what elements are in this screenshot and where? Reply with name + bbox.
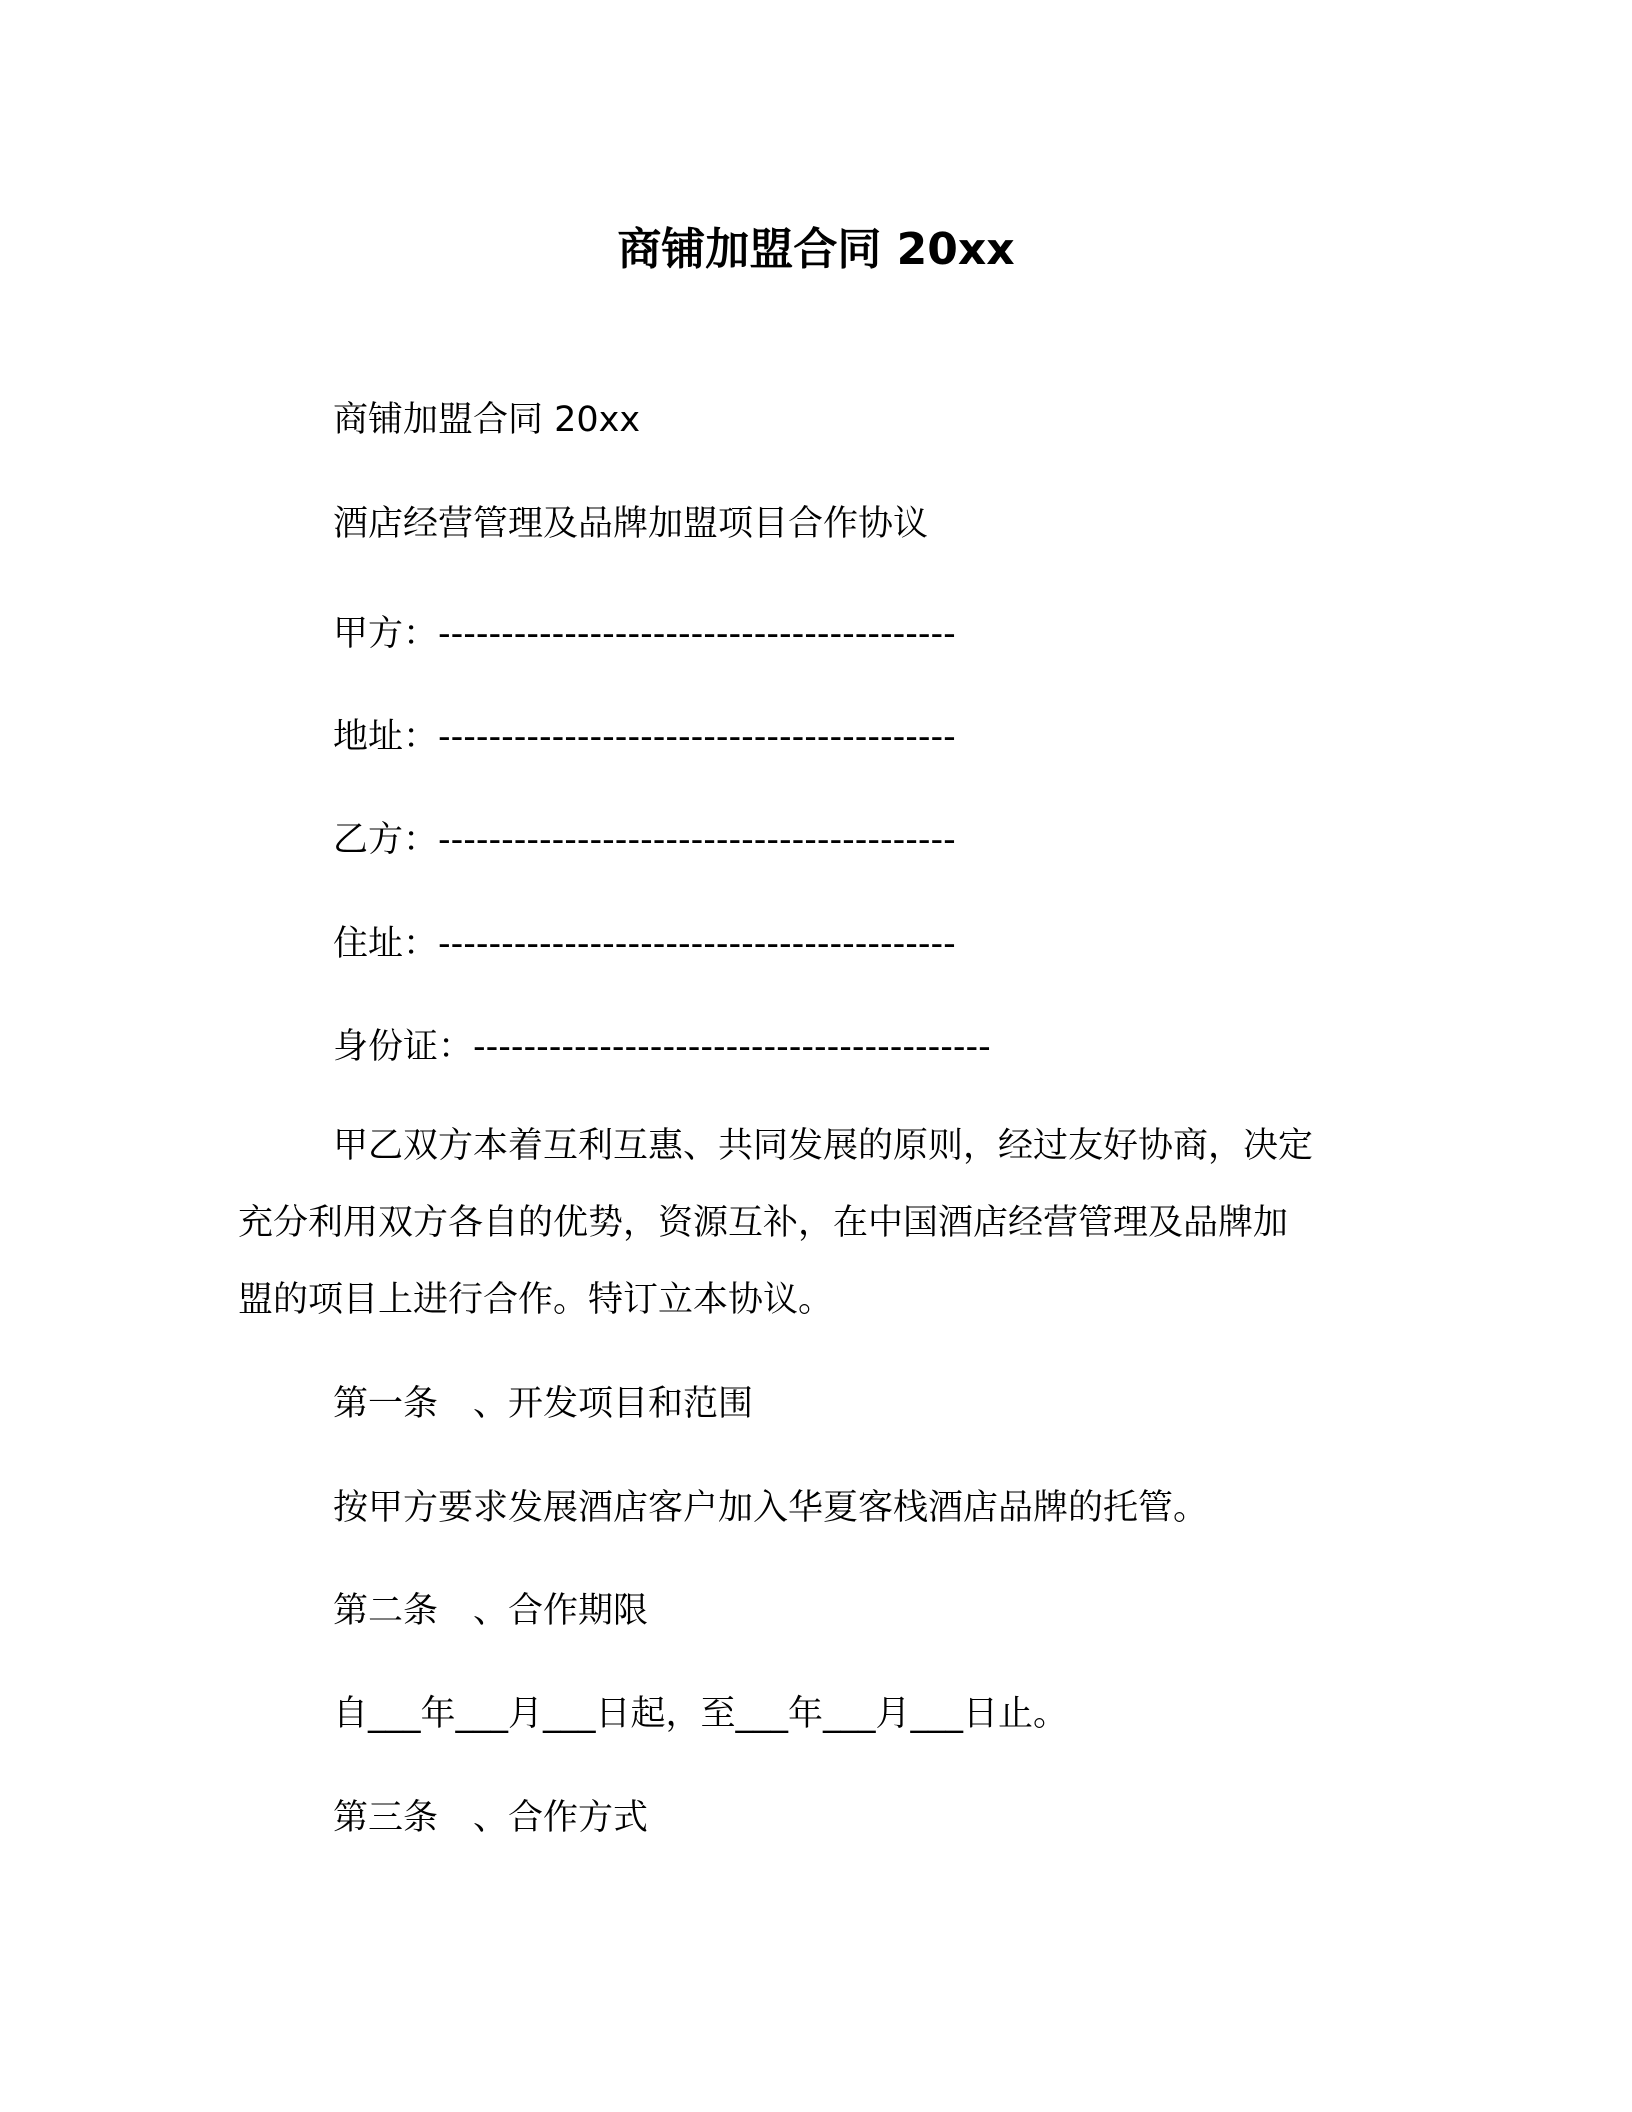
intro-paragraph-line-1: 甲乙双方本着互利互惠、共同发展的原则，经过友好协商，决定 [333,1126,1314,1166]
address-field: 地址：----------------------------------------- [333,717,956,757]
article-3-heading: 第三条 、合作方式 [333,1798,649,1838]
article-2-heading: 第二条 、合作期限 [333,1591,649,1631]
document-title: 商铺加盟合同 20xx [617,224,1015,275]
article-1-body: 按甲方要求发展酒店客户加入华夏客栈酒店品牌的托管。 [333,1488,1209,1528]
party-a-field: 甲方：----------------------------------------- [333,614,956,654]
intro-paragraph-line-3: 盟的项目上进行合作。特订立本协议。 [238,1280,834,1320]
article-1-heading: 第一条 、开发项目和范围 [333,1384,754,1424]
id-card-field: 身份证：----------------------------------------- [333,1027,991,1067]
agreement-name: 酒店经营管理及品牌加盟项目合作协议 [333,504,929,544]
intro-paragraph-line-2: 充分利用双方各自的优势，资源互补，在中国酒店经营管理及品牌加 [238,1203,1289,1243]
party-b-field: 乙方：----------------------------------------- [333,820,956,860]
document-subtitle: 商铺加盟合同 20xx [333,400,641,440]
article-2-body: 自___年___月___日起，至___年___月___日止。 [333,1694,1069,1734]
residence-field: 住址：----------------------------------------- [333,924,956,964]
